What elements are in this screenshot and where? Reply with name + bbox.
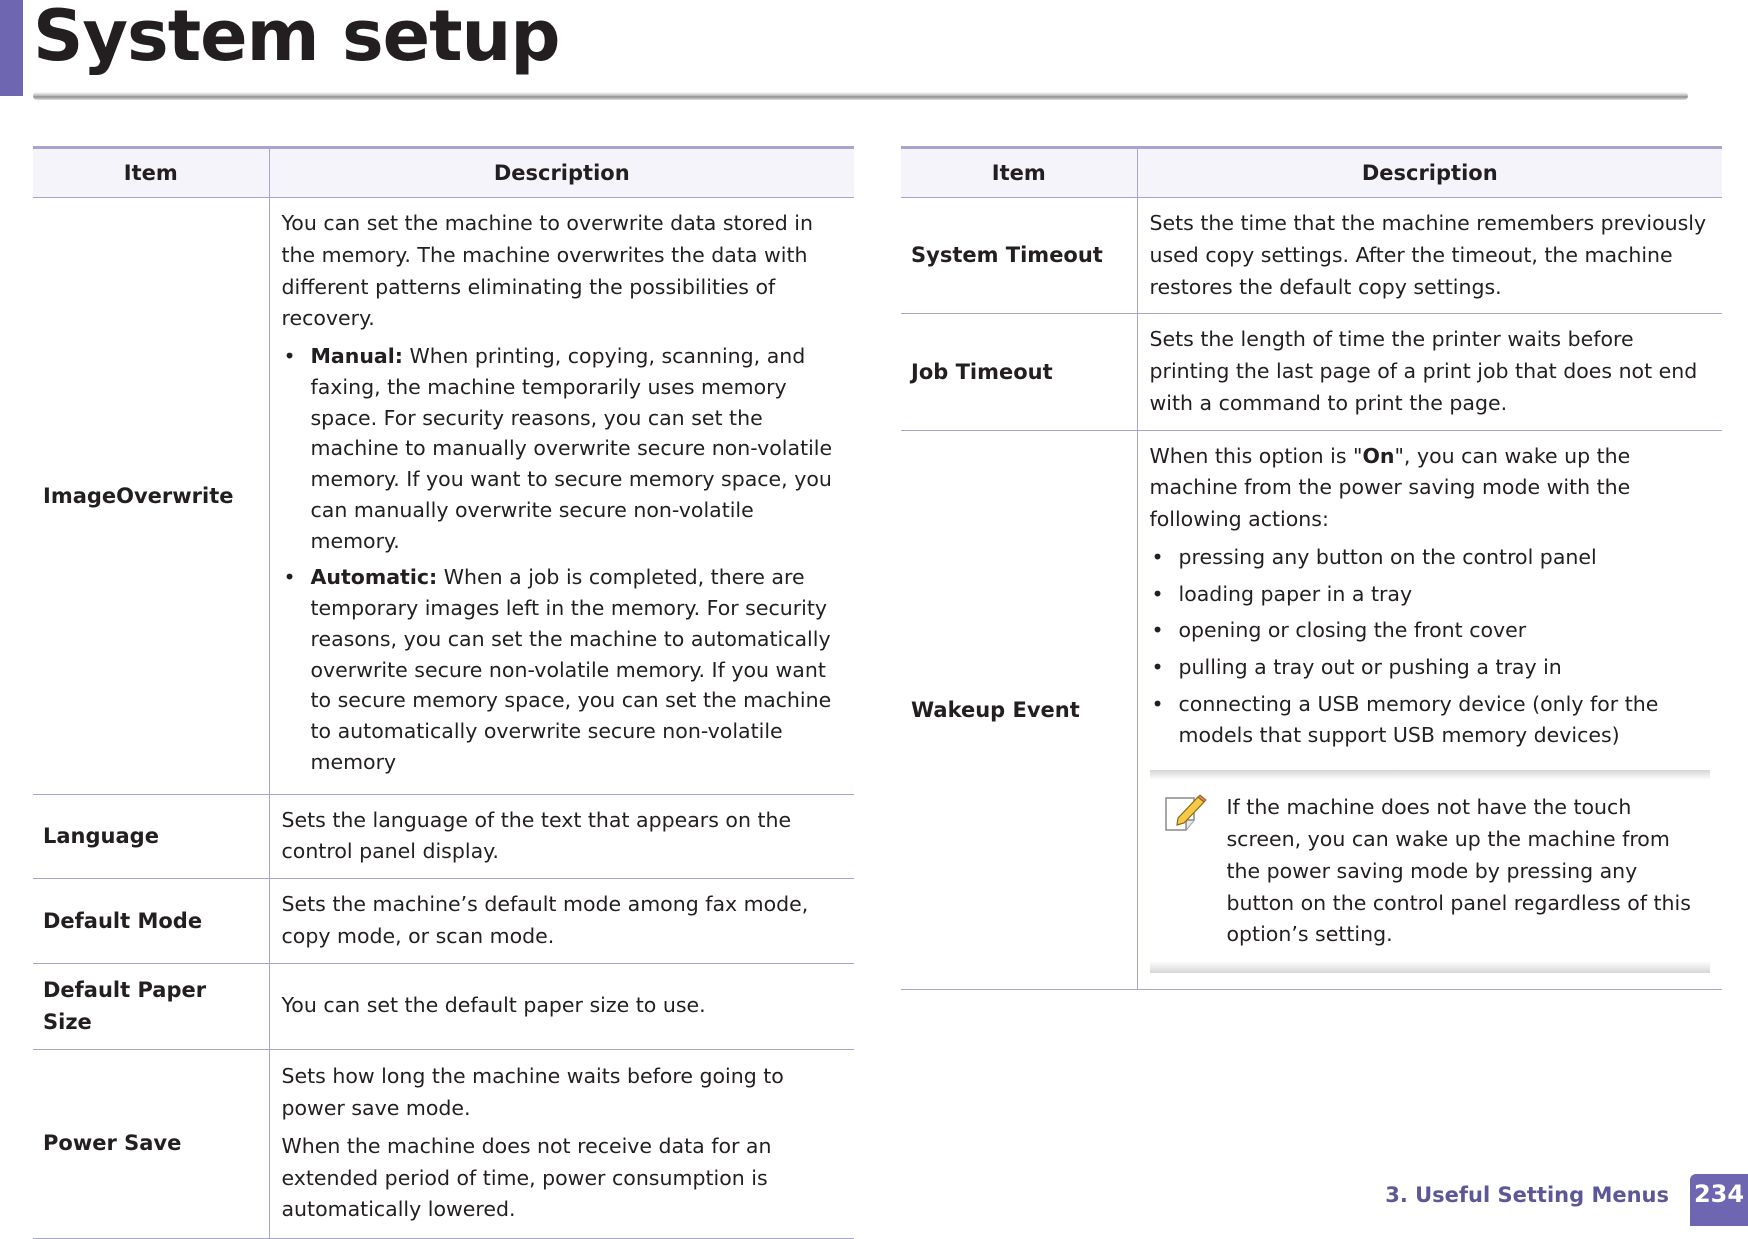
table-row xyxy=(33,879,854,964)
list-item xyxy=(1150,615,1711,646)
item-cell: ImageOverwrite xyxy=(33,198,269,795)
list-item xyxy=(1150,689,1711,751)
description-cell xyxy=(1137,430,1722,990)
description-text: Sets how long the machine waits before going to power save mode. xyxy=(281,1064,784,1121)
description-cell xyxy=(269,198,854,795)
list-item xyxy=(1150,542,1711,573)
item-cell: System Timeout xyxy=(901,198,1137,314)
option-text: When a job is completed, there are temporary images left in the memory. For security reasons, you can set the machine to automatically overwrite secure non-volatile memory. If you want to secure memory space, you can set the machine to automatically overwrite secure non-volatile memory xyxy=(310,565,832,774)
bullet-icon: • xyxy=(283,344,296,369)
option-text: When printing, copying, scanning, and faxing, the machine temporarily uses memory space. For security reasons, you can set the machine to manually overwrite secure non-volatile memory. If you want to secure memory space, you can manually overwrite secure non-volatile memory. xyxy=(310,344,833,553)
option-label: Automatic: xyxy=(310,565,438,590)
list-item-text: pulling a tray out or pushing a tray in xyxy=(1178,655,1562,680)
description-text: When the machine does not receive data for an extended period of time, power consumption is automatically lowered. xyxy=(281,1133,772,1222)
item-cell: Power Save xyxy=(33,1049,269,1238)
description-cell xyxy=(269,1049,854,1238)
list-item xyxy=(282,562,843,777)
left-settings-table xyxy=(33,146,854,1239)
note-pencil-icon xyxy=(1164,794,1208,834)
column-header-description: Description xyxy=(269,148,854,198)
item-cell: Default Paper Size xyxy=(33,963,269,1049)
bullet-icon: • xyxy=(1151,544,1164,569)
list-item xyxy=(282,341,843,556)
description-text xyxy=(1150,441,1711,536)
item-cell: Language xyxy=(33,794,269,879)
list-item xyxy=(1150,652,1711,683)
item-cell: Wakeup Event xyxy=(901,430,1137,990)
intro-text: ", you can wake up the machine from the power saving mode with the following actions: xyxy=(1149,443,1631,532)
wakeup-action-list xyxy=(1150,542,1711,751)
bullet-icon: • xyxy=(1151,618,1164,643)
table-row xyxy=(901,314,1722,430)
description-cell: Sets the length of time the printer waits before printing the last page of a print job that does not end with a command to print the page. xyxy=(1137,314,1722,430)
note-text: If the machine does not have the touch screen, you can wake up the machine from the power saving mode by pressing any button on the control panel regardless of this option’s setting. xyxy=(1226,795,1691,947)
table-row xyxy=(33,1049,854,1238)
column-header-description: Description xyxy=(1137,148,1722,198)
option-value: On xyxy=(1362,443,1395,468)
footer-chapter-label: 3. Useful Setting Menus xyxy=(1385,1183,1669,1207)
table-row xyxy=(33,198,854,795)
column-header-item: Item xyxy=(901,148,1137,198)
table-row xyxy=(901,198,1722,314)
list-item-text: loading paper in a tray xyxy=(1178,581,1413,606)
title-divider xyxy=(33,92,1688,100)
option-label: Manual: xyxy=(310,344,403,369)
table-row xyxy=(33,794,854,879)
table-row xyxy=(901,430,1722,990)
right-settings-table xyxy=(901,146,1722,990)
description-cell: Sets the machine’s default mode among fax mode, copy mode, or scan mode. xyxy=(269,879,854,964)
item-cell: Job Timeout xyxy=(901,314,1137,430)
page-title: System setup xyxy=(33,0,560,77)
bullet-icon: • xyxy=(283,565,296,590)
page-number-badge: 234 xyxy=(1690,1174,1748,1226)
table-header-row xyxy=(33,148,854,198)
description-text: You can set the machine to overwrite data stored in the memory. The machine overwrites the data with different patterns eliminating the possibilities of recovery. xyxy=(281,211,813,331)
description-cell: Sets the language of the text that appears on the control panel display. xyxy=(269,794,854,879)
bullet-icon: • xyxy=(1151,655,1164,680)
intro-text: When this option is " xyxy=(1149,443,1363,468)
bullet-icon: • xyxy=(1151,581,1164,606)
description-cell: You can set the default paper size to use. xyxy=(269,963,854,1049)
bullet-icon: • xyxy=(1151,691,1164,716)
list-item-text: pressing any button on the control panel xyxy=(1178,544,1597,569)
description-cell: Sets the time that the machine remembers previously used copy settings. After the timeout, the machine restores the default copy settings. xyxy=(1137,198,1722,314)
list-item-text: opening or closing the front cover xyxy=(1178,618,1527,643)
note-box xyxy=(1150,770,1711,973)
item-cell: Default Mode xyxy=(33,879,269,964)
option-list xyxy=(282,341,843,778)
title-accent-bar xyxy=(0,0,23,96)
table-row xyxy=(33,963,854,1049)
column-header-item: Item xyxy=(33,148,269,198)
list-item xyxy=(1150,579,1711,610)
table-header-row xyxy=(901,148,1722,198)
list-item-text: connecting a USB memory device (only for the models that support USB memory devices) xyxy=(1178,691,1659,747)
